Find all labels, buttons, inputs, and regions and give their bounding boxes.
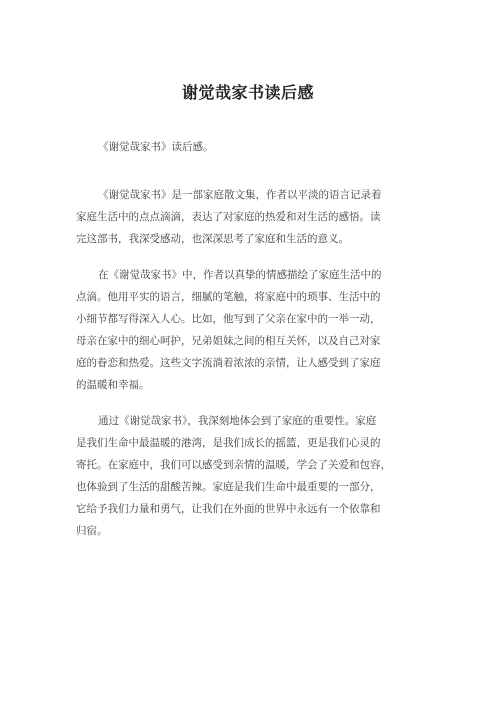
paragraph-2 <box>76 184 436 250</box>
paragraph-4 <box>76 410 436 542</box>
paragraph-line: 通过《谢觉哉家书》，我深刻地体会到了家庭的重要性。家庭 <box>98 415 377 427</box>
paragraph-line: 的温暖和幸福。 <box>76 379 150 391</box>
document-title: 谢觉哉家书读后感 <box>181 83 314 102</box>
paragraph-line: 是我们生命中最温暖的港湾，是我们成长的摇篮，更是我们心灵的 <box>76 437 381 449</box>
paragraph-line: 《谢觉哉家书》读后感。 <box>98 141 214 153</box>
paragraph-1 <box>76 136 436 158</box>
paragraph-line: 它给予我们力量和勇气，让我们在外面的世界中永远有一个依靠和 <box>76 503 381 515</box>
paragraph-line: 完这部书，我深受感动，也深深思考了家庭和生活的意义。 <box>76 233 349 245</box>
paragraph-line: 在《谢觉哉家书》中，作者以真挚的情感描绘了家庭生活中的 <box>98 269 382 281</box>
paragraph-line: 也体验到了生活的甜酸苦辣。家庭是我们生命中最重要的一部分， <box>76 481 381 493</box>
paragraph-line: 归宿。 <box>76 525 108 537</box>
paragraph-3 <box>76 264 436 396</box>
paragraph-line: 小细节都写得深入人心。比如，他写到了父亲在家中的一举一动， <box>76 313 381 325</box>
paragraph-line: 点滴。他用平实的语言，细腻的笔触，将家庭中的琐事、生活中的 <box>76 291 381 303</box>
paragraph-line: 家庭生活中的点点滴滴，表达了对家庭的热爱和对生活的感悟。读 <box>76 211 381 223</box>
paragraph-line: 《谢觉哉家书》是一部家庭散文集，作者以平淡的语言记录着 <box>98 189 382 201</box>
paragraph-line: 寄托。在家庭中，我们可以感受到亲情的温暖，学会了关爱和包容， <box>76 459 391 471</box>
paragraph-line: 母亲在家中的细心呵护，兄弟姐妹之间的相互关怀，以及自己对家 <box>76 335 381 347</box>
paragraph-line: 庭的眷恋和热爱。这些文字流淌着浓浓的亲情，让人感受到了家庭 <box>76 357 381 369</box>
